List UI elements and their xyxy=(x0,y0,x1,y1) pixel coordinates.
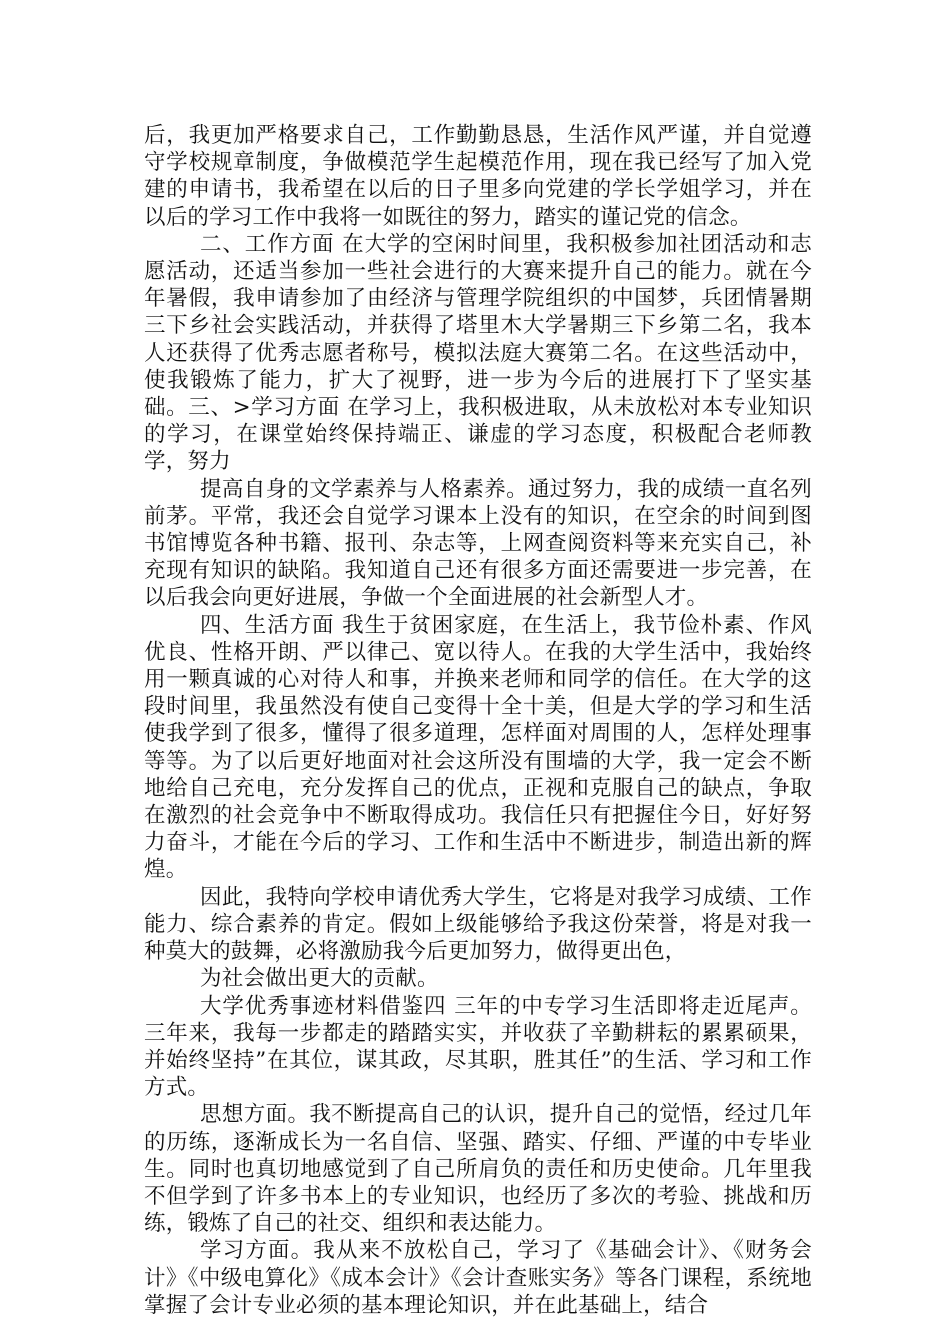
paragraph-study-continued: 提高自身的文学素养与人格素养。通过努力，我的成绩一直名列前茅。平常，我还会自觉学习课本上没有的知识，在空余的时间到图书馆博览各种书籍、报刊、杂志等，上网查阅资料等来充实自己，补充现有知识的缺陷。我知道自己还有很多方面还需要进一步完善，在以后我会向更好进展，争做一个全面进展的社会新型人才。 xyxy=(144,476,812,611)
paragraph-learning: 学习方面。我从来不放松自己，学习了《基础会计》、《财务会计》《中级电算化》《成本会计》《会计查账实务》等各门课程，系统地掌握了会计专业必须的基本理论知识，并在此基础上，结合 xyxy=(144,1238,812,1318)
document-page xyxy=(144,122,812,1319)
paragraph-work-aspect: 二、工作方面 在大学的空闲时间里，我积极参加社团活动和志愿活动，还适当参加一些社会进行的大赛来提升自己的能力。就在今年暑假，我申请参加了由经济与管理学院组织的中国梦，兵团情暑期三下乡社会实践活动，并获得了塔里木大学暑期三下乡第二名，我本人还获得了优秀志愿者称号，模拟法庭大赛第二名。在这些活动中，使我锻炼了能力，扩大了视野，进一步为今后的进展打下了坚实基础。三、>学习方面 在学习上，我积极进取，从未放松对本专业知识的学习，在课堂始终保持端正、谦虚的学习态度，积极配合老师教学，努力 xyxy=(144,231,812,475)
paragraph-example-four: 大学优秀事迹材料借鉴四 三年的中专学习生活即将走近尾声。三年来，我每一步都走的踏踏实实，并收获了辛勤耕耘的累累硕果，并始终坚持”在其位，谋其政，尽其职，胜其任”的生活、学习和工作方式。 xyxy=(144,993,812,1101)
paragraph-party-commitment: 后，我更加严格要求自己，工作勤勤恳恳，生活作风严谨，并自觉遵守学校规章制度，争做模范学生起模范作用，现在我已经写了加入党建的申请书，我希望在以后的日子里多向党建的学长学姐学习，并在以后的学习工作中我将一如既往的努力，踏实的谨记党的信念。 xyxy=(144,123,812,230)
paragraph-life-aspect: 四、生活方面 我生于贫困家庭，在生活上，我节俭朴素、作风优良、性格开朗、严以律己、宽以待人。在我的大学生活中，我始终用一颗真诚的心对待人和事，并换来老师和同学的信任。在大学的这段时间里，我虽然没有使自己变得十全十美，但是大学的学习和生活使我学到了很多，懂得了很多道理，怎样面对周围的人，怎样处理事等等。为了以后更好地面对社会这所没有围墙的大学，我一定会不断地给自己充电，充分发挥自己的优点，正视和克服自己的缺点，争取在激烈的社会竞争中不断取得成功。我信任只有把握住今日，好好努力奋斗，才能在今后的学习、工作和生活中不断进步，制造出新的辉煌。 xyxy=(144,612,812,883)
paragraph-application: 因此，我特向学校申请优秀大学生，它将是对我学习成绩、工作能力、综合素养的肯定。假如上级能够给予我这份荣誉，将是对我一种莫大的鼓舞，必将激励我今后更加努力，做得更出色， xyxy=(144,884,812,965)
paragraph-contribution: 为社会做出更大的贡献。 xyxy=(200,966,439,992)
paragraph-ideology: 思想方面。我不断提高自己的认识，提升自己的觉悟，经过几年的历练，逐渐成长为一名自信、坚强、踏实、仔细、严谨的中专毕业生。同时也真切地感觉到了自己所肩负的责任和历史使命。几年里我不但学到了许多书本上的专业知识，也经历了多次的考验、挑战和历练，锻炼了自己的社交、组织和表达能力。 xyxy=(144,1102,812,1237)
